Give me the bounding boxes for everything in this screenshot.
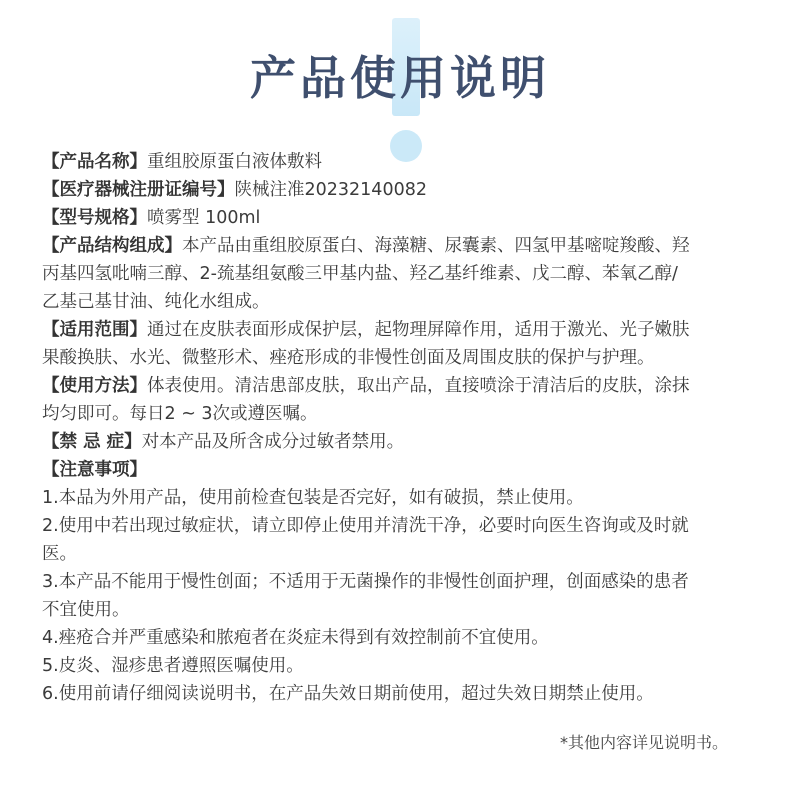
notes-heading-row bbox=[42, 456, 772, 484]
note-line: 医。 bbox=[42, 544, 77, 564]
composition-row bbox=[42, 232, 772, 260]
composition-line-3: 乙基己基甘油、纯化水组成。 bbox=[42, 292, 270, 312]
product-name-label: 【产品名称】 bbox=[42, 152, 147, 172]
notes-label: 【注意事项】 bbox=[42, 460, 147, 480]
note-line: 4.痤疮合并严重感染和脓疱者在炎症未得到有效控制前不宜使用。 bbox=[42, 628, 549, 648]
note-line: 1.本品为外用产品，使用前检查包装是否完好，如有破损，禁止使用。 bbox=[42, 488, 584, 508]
scope-row bbox=[42, 316, 772, 344]
page-title: 产品使用说明 bbox=[250, 51, 550, 105]
contraindication-row bbox=[42, 428, 772, 456]
composition-label: 【产品结构组成】 bbox=[42, 236, 182, 256]
registration-value: 陕械注准20232140082 bbox=[234, 180, 427, 200]
note-line: 2.使用中若出现过敏症状，请立即停止使用并清洗干净，必要时向医生咨询或及时就 bbox=[42, 516, 689, 536]
contraindication-value: 对本产品及所含成分过敏者禁用。 bbox=[141, 432, 405, 452]
composition-line-1: 本产品由重组胶原蛋白、海藻糖、尿囊素、四氢甲基嘧啶羧酸、羟 bbox=[182, 236, 690, 256]
footnote: *其他内容详见说明书。 bbox=[559, 733, 728, 752]
composition-line-3-row bbox=[42, 288, 772, 316]
usage-row bbox=[42, 372, 772, 400]
contraindication-label: 【禁 忌 症】 bbox=[42, 432, 142, 452]
scope-label: 【适用范围】 bbox=[42, 320, 147, 340]
note-line: 3.本产品不能用于慢性创面；不适用于无菌操作的非慢性创面护理，创面感染的患者 bbox=[42, 572, 689, 592]
usage-label: 【使用方法】 bbox=[42, 376, 147, 396]
model-label: 【型号规格】 bbox=[42, 208, 147, 228]
usage-line-2: 均匀即可。每日2 ~ 3次或遵医嘱。 bbox=[42, 404, 318, 424]
instructions-body bbox=[42, 148, 772, 708]
registration-label: 【医疗器械注册证编号】 bbox=[42, 180, 235, 200]
composition-line-2-row bbox=[42, 260, 772, 288]
note-line: 5.皮炎、湿疹患者遵照医嘱使用。 bbox=[42, 656, 304, 676]
usage-line-1: 体表使用。清洁患部皮肤，取出产品，直接喷涂于清洁后的皮肤，涂抹 bbox=[147, 376, 690, 396]
model-value: 喷雾型 100ml bbox=[147, 208, 261, 228]
note-line: 不宜使用。 bbox=[42, 600, 130, 620]
usage-line-2-row bbox=[42, 400, 772, 428]
product-name-value: 重组胶原蛋白液体敷料 bbox=[147, 152, 322, 172]
scope-line-2-row bbox=[42, 344, 772, 372]
model-row bbox=[42, 204, 772, 232]
product-name-row bbox=[42, 148, 772, 176]
composition-line-2: 丙基四氢吡喃三醇、2-巯基组氨酸三甲基内盐、羟乙基纤维素、戊二醇、苯氧乙醇/ bbox=[42, 264, 678, 284]
scope-line-1: 通过在皮肤表面形成保护层，起物理屏障作用，适用于激光、光子嫩肤 bbox=[147, 320, 690, 340]
note-line: 6.使用前请仔细阅读说明书，在产品失效日期前使用，超过失效日期禁止使用。 bbox=[42, 684, 654, 704]
scope-line-2: 果酸换肤、水光、微整形术、痤疮形成的非慢性创面及周围皮肤的保护与护理。 bbox=[42, 348, 655, 368]
registration-row bbox=[42, 176, 772, 204]
